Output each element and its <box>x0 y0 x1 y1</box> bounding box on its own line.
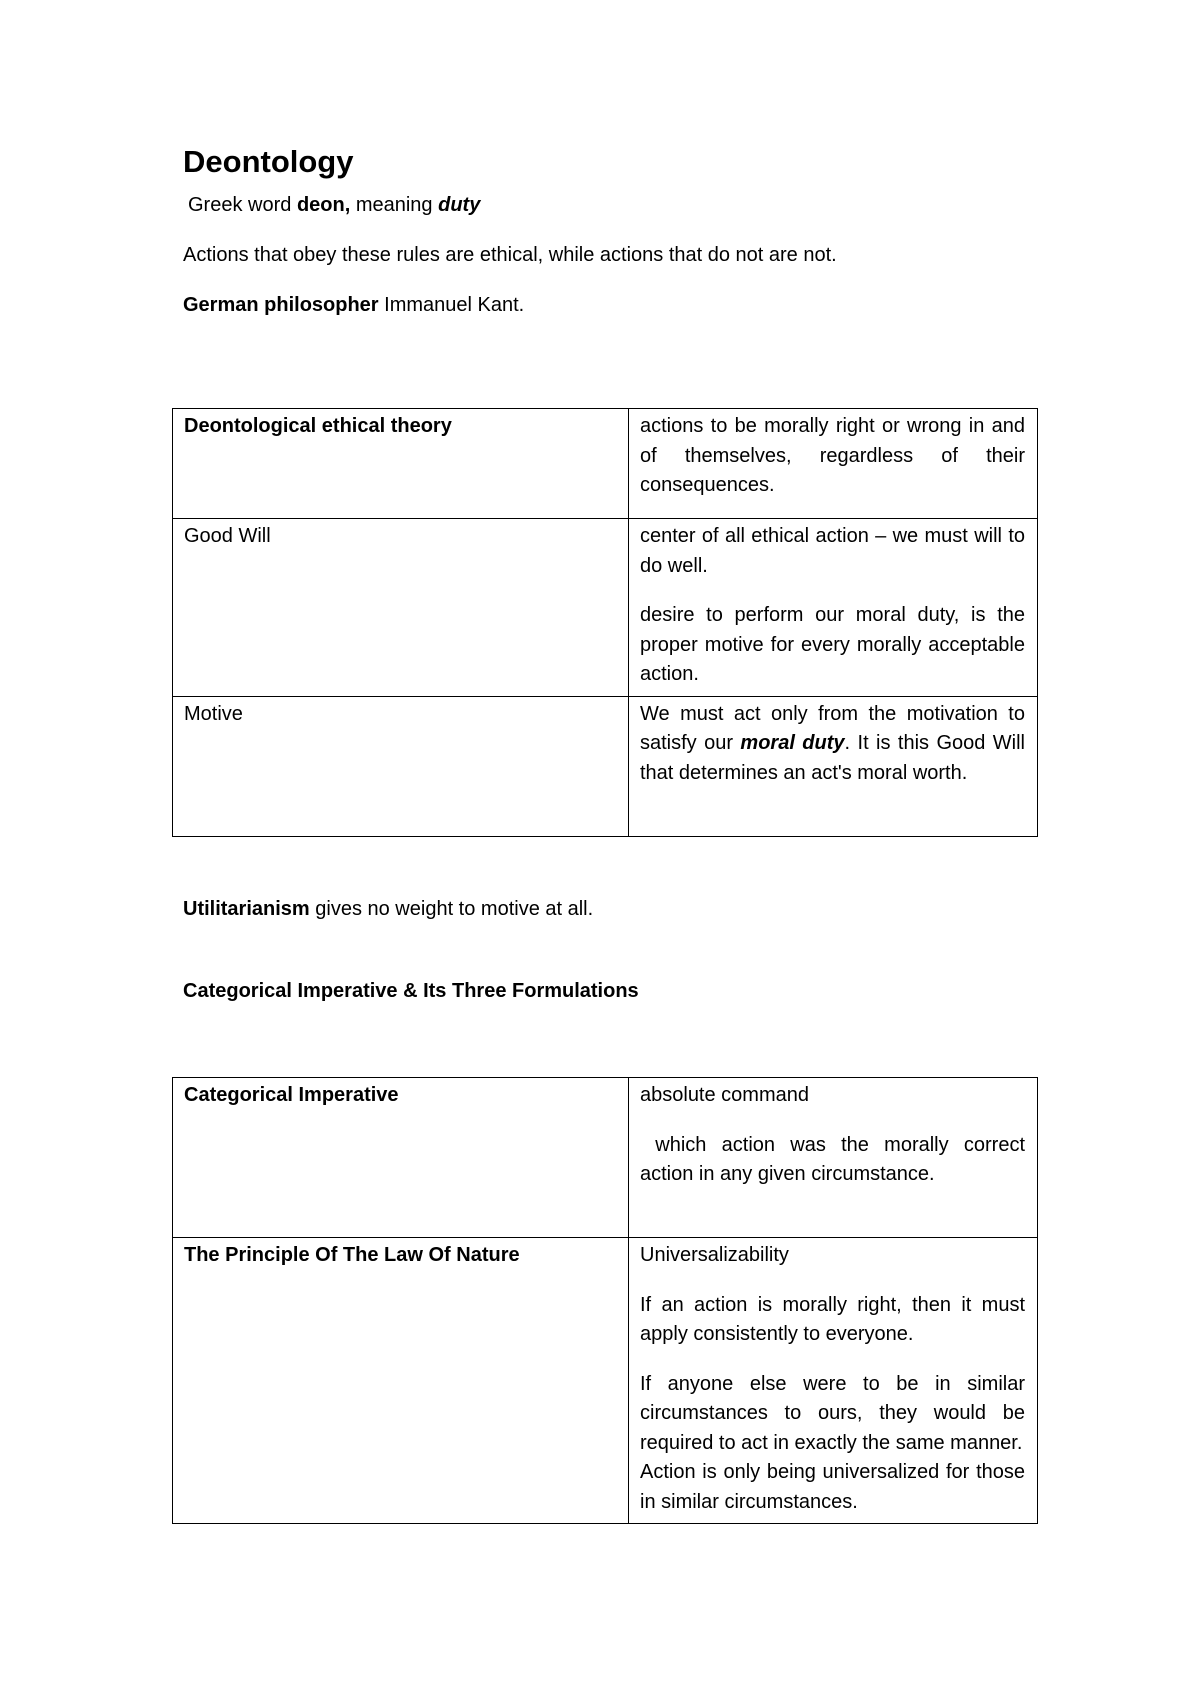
philosopher-line <box>183 293 524 318</box>
term-label: Deontological ethical theory <box>184 415 452 437</box>
definition-paragraph: If anyone else were to be in similar circumstances to ours, they would be required to act in exactly the same manner. <box>640 1372 1025 1454</box>
term-cell <box>173 1238 629 1524</box>
philosopher-name: Immanuel Kant. <box>378 294 525 316</box>
utilitarianism-text: gives no weight to motive at all. <box>309 898 594 920</box>
definition-paragraph: Universalizability <box>640 1244 789 1266</box>
actions-line: Actions that obey these rules are ethical, while actions that do not are not. <box>183 244 837 266</box>
definition-cell <box>629 409 1038 519</box>
greek-word-line <box>188 193 480 218</box>
greek-mid: meaning <box>350 194 439 216</box>
definition-cell <box>629 1238 1038 1524</box>
definition-cell <box>629 519 1038 697</box>
motive-text-before: We must act only from the motivation to satisfy our <box>640 702 1025 754</box>
term-cell <box>173 519 629 697</box>
definition-paragraph: desire to perform our moral duty, is the proper motive for every morally acceptable action. <box>640 604 1025 685</box>
philosopher-label: German philosopher <box>183 294 379 316</box>
definition-cell <box>629 1078 1038 1238</box>
term-cell <box>173 1078 629 1238</box>
definition-paragraph: center of all ethical action – we must will to do well. <box>640 525 1025 577</box>
term-label: The Principle Of The Law Of Nature <box>184 1244 520 1266</box>
definition-cell <box>629 696 1038 836</box>
table-row <box>173 519 1038 697</box>
moral-duty-emphasis: moral duty <box>740 732 845 754</box>
definition-paragraph: Action is only being universalized for those in similar circumstances. <box>640 1461 1025 1513</box>
table-row <box>173 409 1038 519</box>
table-row <box>173 1078 1038 1238</box>
definition-paragraph <box>640 700 1025 789</box>
section-heading: Categorical Imperative & Its Three Formulations <box>183 980 639 1002</box>
utilitarianism-line <box>183 897 593 922</box>
definition-paragraph: which action was the morally correct action in any given circumstance. <box>640 1133 1031 1185</box>
term-label: Motive <box>184 702 243 725</box>
deontology-table <box>172 408 1038 837</box>
utilitarianism-label: Utilitarianism <box>183 898 310 920</box>
term-label: Categorical Imperative <box>184 1084 399 1106</box>
term-cell <box>173 409 629 519</box>
table-row <box>173 696 1038 836</box>
greek-meaning: duty <box>438 194 481 216</box>
greek-prefix: Greek word <box>188 194 297 216</box>
definition-paragraph: If an action is morally right, then it must apply consistently to everyone. <box>640 1293 1025 1345</box>
definition-paragraph: actions to be morally right or wrong in and of themselves, regardless of their consequences. <box>640 415 1025 496</box>
term-label: Good Will <box>184 525 271 547</box>
motive-text-after: . It is this Good Will that determines an act's moral worth. <box>640 732 1025 784</box>
definition-paragraph: absolute command <box>640 1084 809 1106</box>
greek-term: deon, <box>296 194 351 216</box>
categorical-imperative-table <box>172 1077 1038 1524</box>
term-cell <box>173 696 629 836</box>
page-title: Deontology <box>183 144 354 179</box>
table-row <box>173 1238 1038 1524</box>
